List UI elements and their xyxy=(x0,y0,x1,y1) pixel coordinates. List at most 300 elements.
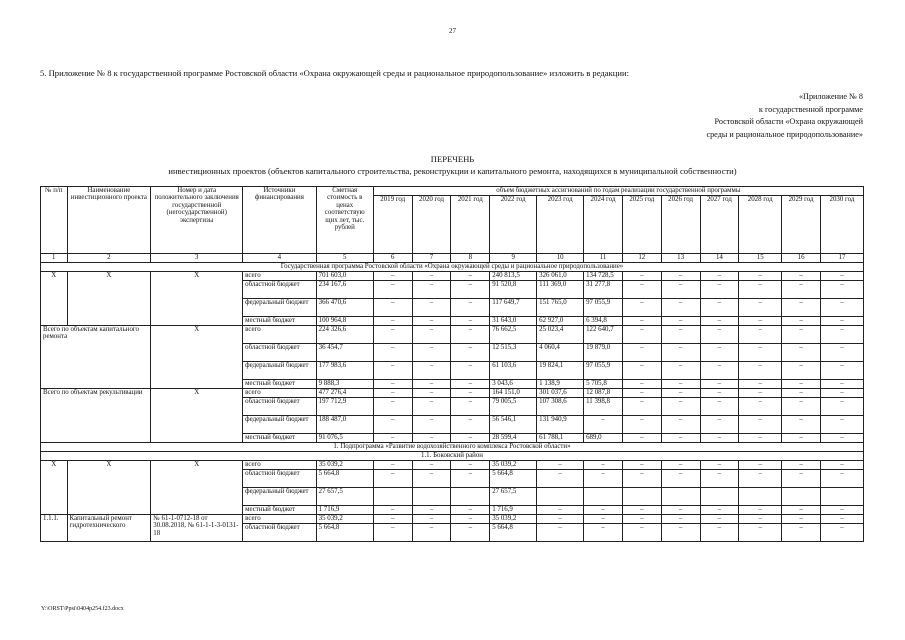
year-amount: – xyxy=(739,317,782,326)
funding-source: федеральный бюджет xyxy=(243,299,317,317)
year-amount: – xyxy=(412,389,451,398)
year-amount: – xyxy=(584,461,623,470)
year-amount: – xyxy=(451,326,490,344)
header-year: 2025 год xyxy=(622,196,661,254)
year-amount: – xyxy=(700,389,739,398)
column-number: 14 xyxy=(700,254,739,263)
year-amount xyxy=(584,488,623,506)
estimated-cost: 35 039,2 xyxy=(316,515,373,524)
page-number: 27 xyxy=(449,27,456,35)
year-amount: 240 813,5 xyxy=(490,272,537,281)
funding-source: областной бюджет xyxy=(243,344,317,362)
column-number: 12 xyxy=(622,254,661,263)
row-number: Х xyxy=(41,272,68,326)
year-amount: – xyxy=(820,344,863,362)
year-amount: 131 940,9 xyxy=(537,416,584,434)
program-row xyxy=(41,263,864,272)
table-row xyxy=(41,389,864,398)
year-amount: – xyxy=(661,344,700,362)
year-amount: – xyxy=(661,506,700,515)
year-amount: 111 369,0 xyxy=(537,281,584,299)
year-amount: – xyxy=(373,506,412,515)
estimated-cost: 197 712,9 xyxy=(316,398,373,416)
header-year: 2030 год xyxy=(820,196,863,254)
table-row xyxy=(41,326,864,344)
year-amount: – xyxy=(451,281,490,299)
year-amount: – xyxy=(661,299,700,317)
year-amount: – xyxy=(373,344,412,362)
column-number: 13 xyxy=(661,254,700,263)
year-amount: – xyxy=(700,416,739,434)
year-amount: – xyxy=(739,416,782,434)
year-amount: – xyxy=(412,380,451,389)
subprogram-title: 1. Подпрограмма «Развитие водохозяйственного комплекса Ростовской области» xyxy=(41,443,864,452)
year-amount: – xyxy=(820,524,863,542)
year-amount: – xyxy=(700,506,739,515)
estimated-cost: 234 167,6 xyxy=(316,281,373,299)
year-amount: – xyxy=(820,326,863,344)
year-amount: – xyxy=(451,524,490,542)
year-amount: – xyxy=(373,461,412,470)
year-amount: 301 037,6 xyxy=(537,389,584,398)
column-number: 9 xyxy=(490,254,537,263)
year-amount: 79 005,5 xyxy=(490,398,537,416)
year-amount: – xyxy=(373,416,412,434)
appendix-heading xyxy=(706,91,863,141)
year-amount: 4 060,4 xyxy=(537,344,584,362)
year-amount: – xyxy=(820,272,863,281)
estimated-cost: 224 326,6 xyxy=(316,326,373,344)
year-amount: – xyxy=(451,398,490,416)
year-amount: – xyxy=(739,506,782,515)
year-amount: – xyxy=(584,515,623,524)
year-amount: – xyxy=(739,524,782,542)
year-amount: – xyxy=(412,506,451,515)
column-number: 6 xyxy=(373,254,412,263)
year-amount: – xyxy=(661,281,700,299)
year-amount: – xyxy=(373,317,412,326)
header-year: 2019 год xyxy=(373,196,412,254)
year-amount: – xyxy=(412,434,451,443)
year-amount: – xyxy=(782,281,821,299)
year-amount: – xyxy=(373,272,412,281)
column-number-row xyxy=(41,254,864,263)
year-amount: – xyxy=(661,515,700,524)
year-amount: – xyxy=(451,389,490,398)
year-amount: – xyxy=(782,317,821,326)
project-name: Х xyxy=(67,461,151,515)
year-amount: – xyxy=(739,398,782,416)
year-amount: – xyxy=(584,470,623,488)
year-amount: – xyxy=(412,281,451,299)
header-estimated-cost: Сметная стоимость в ценах соответствую щих лет, тыс. рублей xyxy=(316,187,373,254)
year-amount: – xyxy=(782,434,821,443)
year-amount: – xyxy=(584,416,623,434)
year-amount: – xyxy=(782,524,821,542)
year-amount xyxy=(412,488,451,506)
year-amount: – xyxy=(782,272,821,281)
year-amount: – xyxy=(661,272,700,281)
year-amount xyxy=(782,488,821,506)
estimated-cost: 5 664,8 xyxy=(316,524,373,542)
column-number: 2 xyxy=(67,254,151,263)
estimated-cost: 36 454,7 xyxy=(316,344,373,362)
year-amount: – xyxy=(373,434,412,443)
estimated-cost: 27 657,5 xyxy=(316,488,373,506)
year-amount: – xyxy=(622,272,661,281)
column-number: 8 xyxy=(451,254,490,263)
year-amount: 56 546,1 xyxy=(490,416,537,434)
year-amount xyxy=(700,488,739,506)
project-name: Капитальный ремонт гидротехнического xyxy=(67,515,151,542)
year-amount xyxy=(373,488,412,506)
header-year: 2028 год xyxy=(739,196,782,254)
year-amount: – xyxy=(820,398,863,416)
year-amount: – xyxy=(584,506,623,515)
year-amount: – xyxy=(700,524,739,542)
year-amount: – xyxy=(451,506,490,515)
year-amount: – xyxy=(782,470,821,488)
year-amount xyxy=(820,488,863,506)
estimated-cost: 366 470,6 xyxy=(316,299,373,317)
year-amount: – xyxy=(661,398,700,416)
year-amount: – xyxy=(373,326,412,344)
year-amount: – xyxy=(700,326,739,344)
year-amount: – xyxy=(622,416,661,434)
year-amount: – xyxy=(782,344,821,362)
year-amount: – xyxy=(739,281,782,299)
year-amount: – xyxy=(622,461,661,470)
year-amount: 326 061,0 xyxy=(537,272,584,281)
year-amount: 1 138,9 xyxy=(537,380,584,389)
year-amount: – xyxy=(373,398,412,416)
appendix-line: Ростовской области «Охрана окружающей xyxy=(714,117,863,126)
year-amount: – xyxy=(700,362,739,380)
year-amount: – xyxy=(739,362,782,380)
column-number: 3 xyxy=(151,254,243,263)
year-amount: – xyxy=(820,506,863,515)
year-amount: – xyxy=(373,362,412,380)
year-amount: – xyxy=(451,272,490,281)
document-title xyxy=(0,153,905,177)
year-amount: – xyxy=(584,524,623,542)
year-amount: 35 039,2 xyxy=(490,515,537,524)
estimated-cost: 100 964,8 xyxy=(316,317,373,326)
funding-source: местный бюджет xyxy=(243,380,317,389)
year-amount: 122 640,7 xyxy=(584,326,623,344)
year-amount: – xyxy=(661,317,700,326)
funding-source: областной бюджет xyxy=(243,398,317,416)
year-amount xyxy=(622,488,661,506)
year-amount: – xyxy=(661,416,700,434)
year-amount: – xyxy=(622,398,661,416)
funding-source: федеральный бюджет xyxy=(243,488,317,506)
year-amount: – xyxy=(739,434,782,443)
year-amount: – xyxy=(537,506,584,515)
year-amount xyxy=(739,488,782,506)
year-amount: – xyxy=(661,461,700,470)
year-amount: – xyxy=(820,470,863,488)
year-amount: – xyxy=(451,380,490,389)
year-amount: – xyxy=(622,470,661,488)
year-amount: – xyxy=(451,434,490,443)
funding-source: федеральный бюджет xyxy=(243,416,317,434)
year-amount: – xyxy=(451,416,490,434)
year-amount: – xyxy=(820,416,863,434)
year-amount: – xyxy=(820,515,863,524)
year-amount: – xyxy=(622,326,661,344)
header-year: 2021 год xyxy=(451,196,490,254)
year-amount: – xyxy=(700,344,739,362)
year-amount: – xyxy=(412,515,451,524)
year-amount: – xyxy=(739,389,782,398)
year-amount: 91 520,8 xyxy=(490,281,537,299)
year-amount: – xyxy=(820,434,863,443)
year-amount: – xyxy=(537,461,584,470)
year-amount: – xyxy=(739,344,782,362)
year-amount: 31 277,8 xyxy=(584,281,623,299)
column-number: 16 xyxy=(782,254,821,263)
year-amount: – xyxy=(782,389,821,398)
year-amount: – xyxy=(820,380,863,389)
year-amount: – xyxy=(820,389,863,398)
year-amount: – xyxy=(739,515,782,524)
estimated-cost: 35 039,2 xyxy=(316,461,373,470)
funding-source: областной бюджет xyxy=(243,524,317,542)
year-amount: – xyxy=(412,461,451,470)
year-amount: 11 398,8 xyxy=(584,398,623,416)
appendix-line: среды и рациональное природопользование» xyxy=(706,129,863,139)
expertise-ref: № 61-1-0712-18 от 30.08.2018, № 61-1-1-3-0131-18 xyxy=(151,515,243,542)
year-amount: 5 705,8 xyxy=(584,380,623,389)
year-amount: – xyxy=(412,344,451,362)
year-amount: – xyxy=(451,344,490,362)
expertise-ref: Х xyxy=(151,461,243,515)
funding-source: всего xyxy=(243,272,317,281)
year-amount: – xyxy=(537,470,584,488)
year-amount: 151 765,0 xyxy=(537,299,584,317)
year-amount: – xyxy=(700,272,739,281)
year-amount: – xyxy=(412,272,451,281)
column-number: 10 xyxy=(537,254,584,263)
column-number: 11 xyxy=(584,254,623,263)
file-path: Y:\ORST\Ppsi\0404p254.f23.docx xyxy=(41,606,124,612)
year-amount: 107 308,6 xyxy=(537,398,584,416)
year-amount: – xyxy=(782,299,821,317)
estimated-cost: 177 983,6 xyxy=(316,362,373,380)
year-amount: 19 824,1 xyxy=(537,362,584,380)
header-budget-group: объем бюджетных ассигнований по годам реализации государственной программы xyxy=(373,187,863,196)
year-amount: – xyxy=(700,470,739,488)
year-amount: – xyxy=(700,281,739,299)
row-number: Х xyxy=(41,461,68,515)
year-amount: – xyxy=(661,362,700,380)
year-amount: – xyxy=(700,398,739,416)
year-amount: – xyxy=(661,380,700,389)
year-amount: – xyxy=(622,506,661,515)
year-amount: 12 515,3 xyxy=(490,344,537,362)
year-amount: – xyxy=(622,515,661,524)
year-amount: – xyxy=(373,281,412,299)
year-amount: – xyxy=(373,515,412,524)
year-amount: – xyxy=(622,299,661,317)
header-row xyxy=(41,187,864,196)
column-number: 5 xyxy=(316,254,373,263)
year-amount: – xyxy=(373,389,412,398)
year-amount: – xyxy=(739,380,782,389)
header-year: 2027 год xyxy=(700,196,739,254)
year-amount: – xyxy=(451,362,490,380)
title-main: ПЕРЕЧЕНЬ xyxy=(430,154,475,164)
year-amount: – xyxy=(661,326,700,344)
appendix-line: «Приложение № 8 xyxy=(798,92,863,101)
year-amount: – xyxy=(412,299,451,317)
header-funding-source: Источники финансирования xyxy=(243,187,317,254)
year-amount xyxy=(451,488,490,506)
header-year: 2024 год xyxy=(584,196,623,254)
estimated-cost: 477 276,4 xyxy=(316,389,373,398)
year-amount: 27 657,5 xyxy=(490,488,537,506)
year-amount: – xyxy=(661,470,700,488)
year-amount: 134 728,5 xyxy=(584,272,623,281)
year-amount: – xyxy=(622,344,661,362)
year-amount: 6 394,8 xyxy=(584,317,623,326)
funding-source: федеральный бюджет xyxy=(243,362,317,380)
year-amount: – xyxy=(739,470,782,488)
year-amount: – xyxy=(820,299,863,317)
header-year: 2022 год xyxy=(490,196,537,254)
column-number: 4 xyxy=(243,254,317,263)
year-amount: – xyxy=(782,380,821,389)
estimated-cost: 701 603,0 xyxy=(316,272,373,281)
year-amount xyxy=(661,488,700,506)
year-amount: 689,0 xyxy=(584,434,623,443)
year-amount: – xyxy=(537,515,584,524)
estimated-cost: 9 888,3 xyxy=(316,380,373,389)
year-amount: – xyxy=(412,317,451,326)
project-name: Х xyxy=(67,272,151,326)
year-amount: – xyxy=(782,326,821,344)
year-amount: – xyxy=(622,524,661,542)
year-amount: 117 649,7 xyxy=(490,299,537,317)
year-amount: – xyxy=(412,398,451,416)
year-amount: – xyxy=(373,470,412,488)
year-amount: – xyxy=(412,362,451,380)
program-title: Государственная программа Ростовской области «Охрана окружающей среды и рациональное природопользование» xyxy=(41,263,864,272)
funding-source: областной бюджет xyxy=(243,281,317,299)
estimated-cost: 91 076,5 xyxy=(316,434,373,443)
year-amount: – xyxy=(537,524,584,542)
estimated-cost: 5 664,8 xyxy=(316,470,373,488)
column-number: 15 xyxy=(739,254,782,263)
year-amount: – xyxy=(373,524,412,542)
year-amount: 5 664,8 xyxy=(490,524,537,542)
year-amount: – xyxy=(782,506,821,515)
year-amount: – xyxy=(700,515,739,524)
investment-projects-table xyxy=(40,186,864,542)
funding-source: местный бюджет xyxy=(243,434,317,443)
header-year: 2023 год xyxy=(537,196,584,254)
year-amount: – xyxy=(782,416,821,434)
year-amount: – xyxy=(700,434,739,443)
row-number: 1.1.1. xyxy=(41,515,68,542)
year-amount: 62 927,0 xyxy=(537,317,584,326)
appendix-line: к государственной программе xyxy=(758,104,863,114)
header-project-name: Наименование инвестиционного проекта xyxy=(67,187,151,254)
year-amount: – xyxy=(622,389,661,398)
district-title-row xyxy=(41,452,864,461)
year-amount: 31 643,0 xyxy=(490,317,537,326)
year-amount: – xyxy=(661,389,700,398)
year-amount: – xyxy=(782,461,821,470)
funding-source: областной бюджет xyxy=(243,470,317,488)
header-year: 2020 год xyxy=(412,196,451,254)
estimated-cost: 188 487,0 xyxy=(316,416,373,434)
year-amount: – xyxy=(622,281,661,299)
amendment-paragraph: 5. Приложение № 8 к государственной программе Ростовской области «Охрана окружающей среды и рациональное природопользование» изложить в редакции: xyxy=(40,68,629,78)
table-row xyxy=(41,272,864,281)
year-amount: 5 664,8 xyxy=(490,470,537,488)
funding-source: всего xyxy=(243,461,317,470)
year-amount: 19 879,0 xyxy=(584,344,623,362)
year-amount: – xyxy=(412,416,451,434)
year-amount: – xyxy=(622,362,661,380)
year-amount: – xyxy=(739,272,782,281)
year-amount: – xyxy=(700,299,739,317)
expertise-ref: Х xyxy=(151,272,243,326)
year-amount: 61 103,6 xyxy=(490,362,537,380)
year-amount: – xyxy=(451,515,490,524)
header-no: № п/п xyxy=(41,187,68,254)
year-amount: – xyxy=(661,524,700,542)
year-amount: – xyxy=(622,434,661,443)
year-amount: 35 039,2 xyxy=(490,461,537,470)
year-amount: – xyxy=(739,326,782,344)
header-year: 2029 год xyxy=(782,196,821,254)
year-amount: – xyxy=(412,470,451,488)
year-amount: 3 043,6 xyxy=(490,380,537,389)
expertise-ref: Х xyxy=(151,389,243,443)
year-amount: 76 662,5 xyxy=(490,326,537,344)
year-amount: – xyxy=(739,461,782,470)
header-year: 2026 год xyxy=(661,196,700,254)
table-row xyxy=(41,461,864,470)
year-amount: – xyxy=(373,380,412,389)
year-amount: – xyxy=(782,398,821,416)
year-amount: – xyxy=(451,461,490,470)
year-amount: – xyxy=(820,461,863,470)
year-amount: – xyxy=(622,380,661,389)
year-amount: – xyxy=(622,317,661,326)
year-amount: 61 788,1 xyxy=(537,434,584,443)
year-amount: 12 087,8 xyxy=(584,389,623,398)
funding-source: местный бюджет xyxy=(243,317,317,326)
year-amount: – xyxy=(700,380,739,389)
funding-source: всего xyxy=(243,515,317,524)
header-expertise: Номер и дата положительного заключения государственной (негосударственной) экспертизы xyxy=(151,187,243,254)
table-body xyxy=(41,187,864,542)
year-amount: – xyxy=(661,434,700,443)
subprogram-title-row xyxy=(41,443,864,452)
group-name: Всего по объектам рекультивации xyxy=(41,389,151,443)
funding-source: всего xyxy=(243,389,317,398)
year-amount: – xyxy=(820,362,863,380)
year-amount: 1 716,9 xyxy=(490,506,537,515)
year-amount: – xyxy=(451,470,490,488)
year-amount: – xyxy=(739,299,782,317)
year-amount: – xyxy=(782,515,821,524)
group-name: Всего по объектам капитального ремонта xyxy=(41,326,151,389)
